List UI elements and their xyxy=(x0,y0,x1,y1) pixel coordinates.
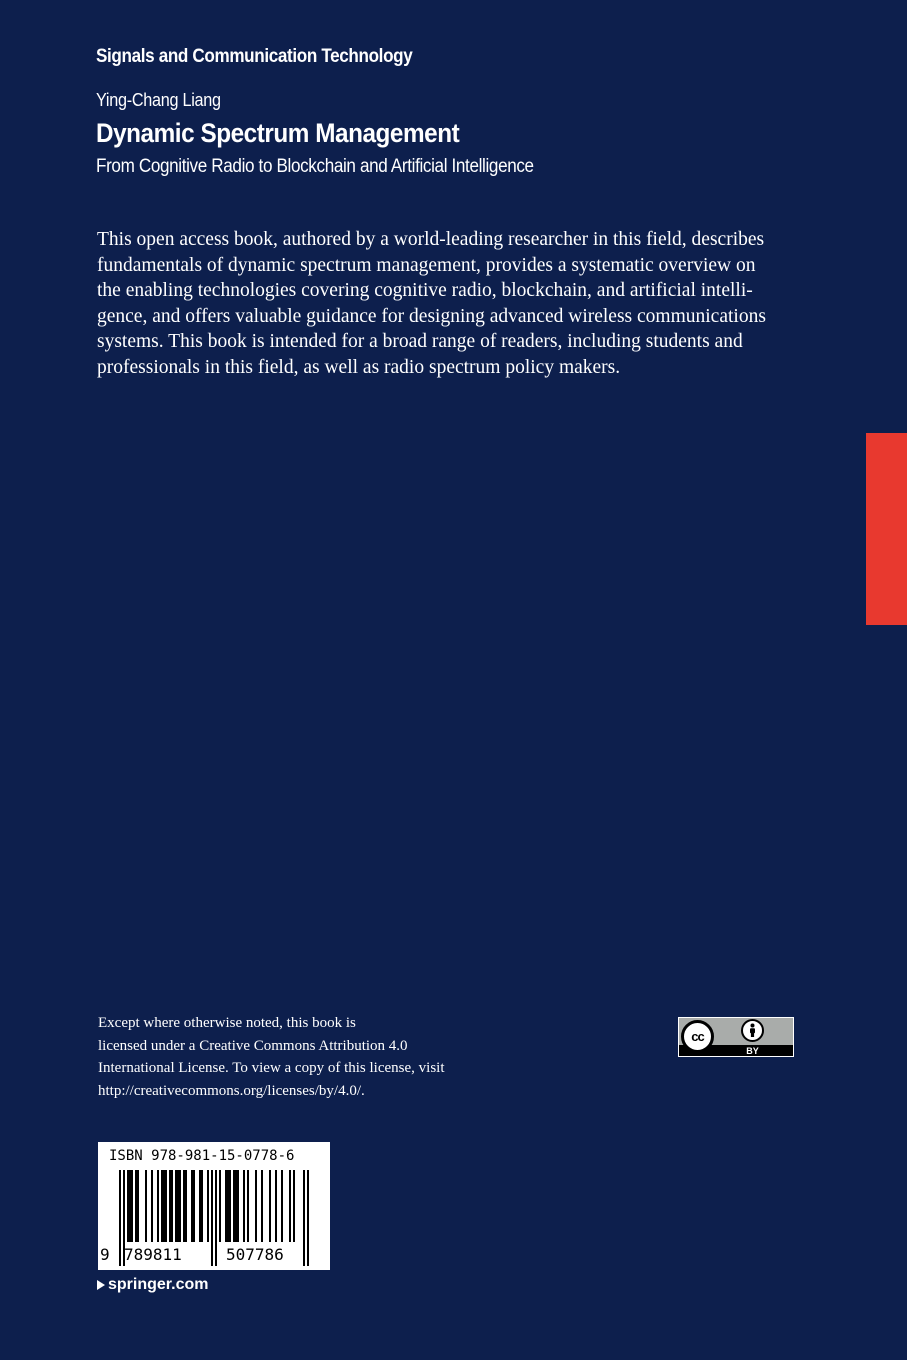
barcode-bar xyxy=(219,1170,221,1242)
book-subtitle: From Cognitive Radio to Blockchain and Artificial Intelligence xyxy=(96,156,534,177)
publisher-website-link[interactable] xyxy=(97,1276,208,1294)
barcode-bar xyxy=(261,1170,263,1242)
creative-commons-by-badge[interactable] xyxy=(678,1017,794,1057)
barcode-bar xyxy=(275,1170,277,1242)
barcode-bar xyxy=(201,1170,203,1242)
barcode-bar xyxy=(293,1170,295,1242)
barcode-bar xyxy=(237,1170,239,1242)
barcode-bar xyxy=(199,1170,201,1242)
barcode-bar xyxy=(229,1170,231,1242)
attribution-person-icon xyxy=(741,1019,764,1042)
license-link[interactable]: http://creativecommons.org/licenses/by/4.0/. xyxy=(98,1082,365,1099)
barcode-bar xyxy=(215,1170,217,1266)
barcode-right-digits: 507786 xyxy=(226,1245,284,1264)
description-line: systems. This book is intended for a broad range of readers, including students and xyxy=(97,331,743,352)
barcode-left-digits: 789811 xyxy=(124,1245,182,1264)
description-line: professionals in this field, as well as radio spectrum policy makers. xyxy=(97,356,621,378)
barcode-bar xyxy=(183,1170,185,1242)
author-name: Ying-Chang Liang xyxy=(96,90,221,110)
barcode-bar xyxy=(137,1170,139,1242)
barcode-bar xyxy=(177,1170,179,1242)
barcode-bar xyxy=(289,1170,291,1242)
barcode-bar xyxy=(233,1170,235,1242)
book-title: Dynamic Spectrum Management xyxy=(96,118,460,148)
play-arrow-icon xyxy=(97,1280,105,1290)
barcode-bar xyxy=(247,1170,249,1242)
barcode-bar xyxy=(207,1170,209,1242)
barcode-bar xyxy=(145,1170,147,1242)
license-line: Except where otherwise noted, this book is xyxy=(98,1015,356,1031)
barcode-bar xyxy=(119,1170,121,1266)
isbn-number: ISBN 978-981-15-0778-6 xyxy=(109,1148,295,1164)
barcode-bar xyxy=(225,1170,227,1242)
barcode-bar xyxy=(243,1170,245,1242)
barcode-bar xyxy=(193,1170,195,1242)
barcode-bar xyxy=(185,1170,187,1242)
barcode-bar xyxy=(127,1170,129,1242)
barcode-bar xyxy=(269,1170,271,1242)
barcode-bar xyxy=(307,1170,309,1266)
license-line: licensed under a Creative Commons Attribution 4.0 xyxy=(98,1037,408,1054)
barcode-bar xyxy=(191,1170,193,1242)
barcode-bar xyxy=(175,1170,177,1242)
barcode-bar xyxy=(131,1170,133,1242)
barcode-bar xyxy=(255,1170,257,1242)
barcode-bar xyxy=(135,1170,137,1242)
website-text: springer.com xyxy=(108,1276,209,1293)
barcode-bar xyxy=(211,1170,213,1266)
barcode-bar xyxy=(163,1170,165,1242)
barcode-bar xyxy=(227,1170,229,1242)
series-name: Signals and Communication Technology xyxy=(96,46,413,67)
barcode-bar xyxy=(169,1170,171,1242)
barcode-bar xyxy=(171,1170,173,1242)
description-line: fundamentals of dynamic spectrum management, provides a systematic overview on xyxy=(97,254,756,276)
barcode-bar xyxy=(129,1170,131,1242)
book-description xyxy=(97,227,797,380)
description-line: gence, and offers valuable guidance for designing advanced wireless communications xyxy=(97,305,766,327)
barcode-bar xyxy=(157,1170,159,1242)
barcode-bar xyxy=(281,1170,283,1242)
description-line: This open access book, authored by a world-leading researcher in this field, describes xyxy=(97,229,765,250)
license-notice xyxy=(98,1012,498,1102)
barcode-bar xyxy=(151,1170,153,1242)
barcode-first-digit: 9 xyxy=(100,1245,110,1264)
isbn-barcode xyxy=(98,1142,330,1270)
red-spine-tab xyxy=(866,433,907,625)
description-line: the enabling technologies covering cognitive radio, blockchain, and artificial intelli- xyxy=(97,280,753,301)
cc-icon: cc xyxy=(681,1020,714,1053)
barcode-bar xyxy=(165,1170,167,1242)
barcode-bar xyxy=(161,1170,163,1242)
barcode-bar xyxy=(303,1170,305,1266)
license-line: International License. To view a copy of this license, visit xyxy=(98,1060,445,1076)
barcode-bar xyxy=(179,1170,181,1242)
barcode-bar xyxy=(235,1170,237,1242)
by-label: BY xyxy=(746,1046,759,1056)
